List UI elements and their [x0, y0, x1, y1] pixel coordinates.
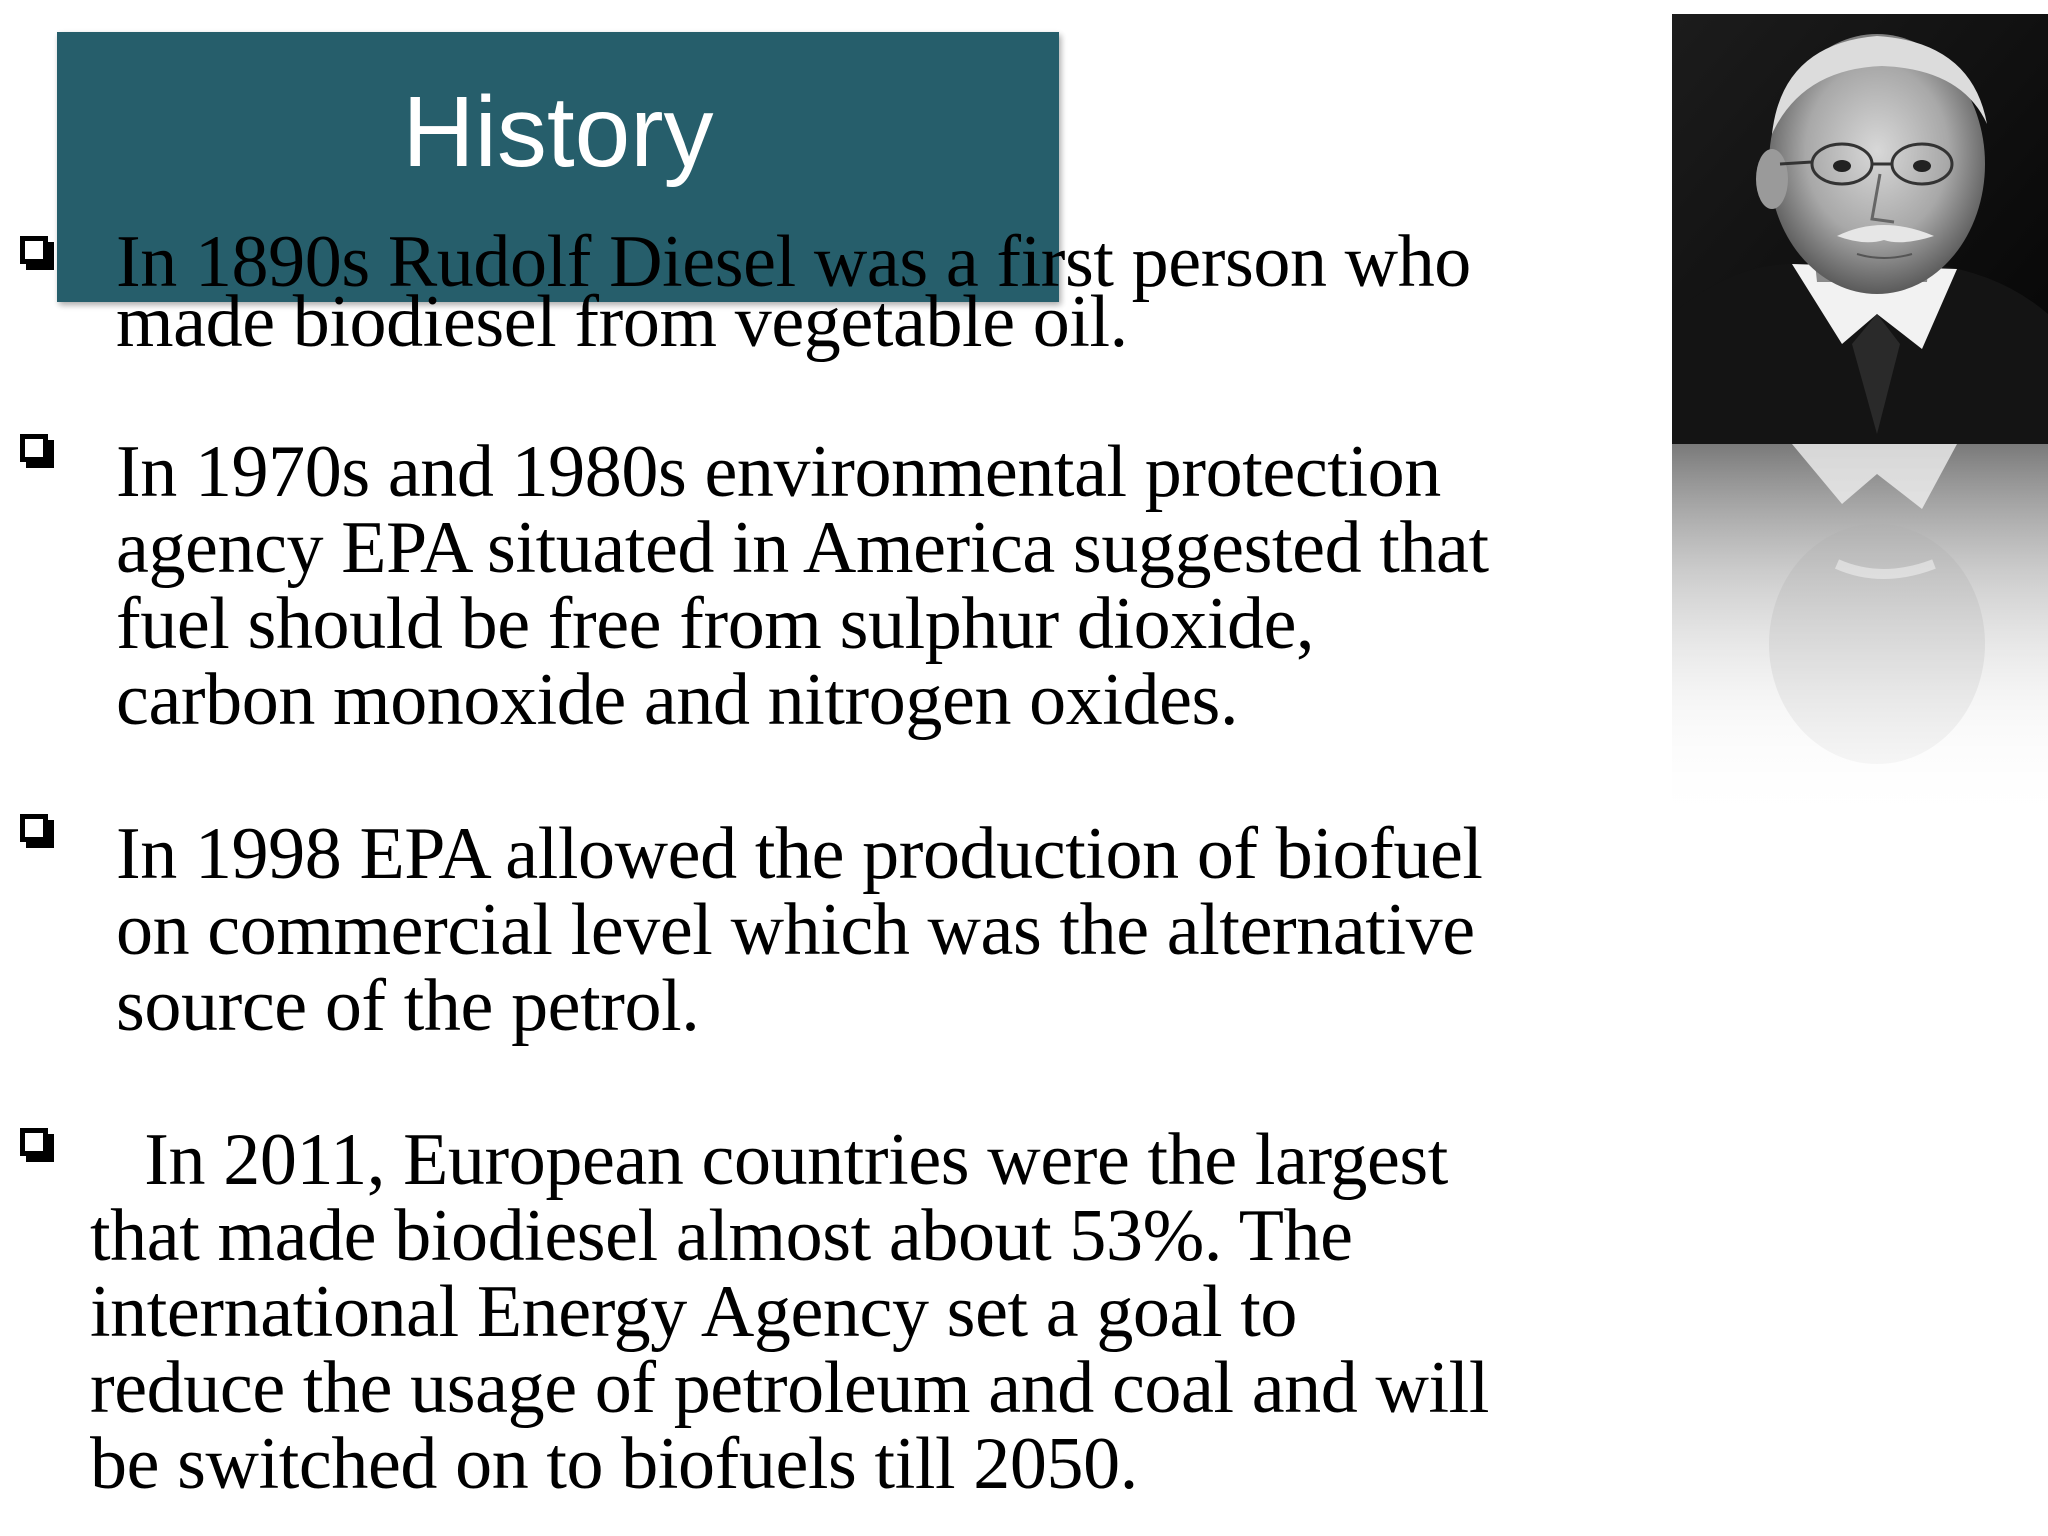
bullet-4-line-5: be switched on to biofuels till 2050. — [90, 1423, 1138, 1505]
bullet-2-line-2: agency EPA situated in America suggested that — [116, 507, 1489, 589]
bullet-3-line-3: source of the petrol. — [116, 965, 700, 1047]
bullet-4-line-3: international Energy Agency set a goal to — [90, 1271, 1297, 1353]
portrait-photo-icon — [1672, 14, 2048, 444]
bullet-text-2 — [116, 431, 1489, 741]
bullet-2-line-4: carbon monoxide and nitrogen oxides. — [116, 659, 1239, 741]
portrait-drawing — [1672, 14, 2048, 444]
bullet-1-line-1: In 1890s Rudolf Diesel was a first person who — [116, 221, 1471, 303]
bullet-2-line-3: fuel should be free from sulphur dioxide, — [116, 583, 1315, 665]
bullet-3-line-1: In 1998 EPA allowed the production of biofuel — [116, 813, 1483, 895]
portrait-reflection — [1672, 444, 2048, 824]
square-checkbox-bullet-icon — [20, 236, 48, 264]
bullet-2-line-1: In 1970s and 1980s environmental protection — [116, 431, 1441, 513]
reflection-drawing — [1672, 444, 2048, 824]
bullet-4-line-2: that made biodiesel almost about 53%. The — [90, 1195, 1353, 1277]
square-checkbox-bullet-icon — [20, 814, 48, 842]
bullet-4-line-1: In 2011, European countries were the largest — [90, 1119, 1448, 1201]
slide-title: History — [402, 76, 714, 188]
square-checkbox-bullet-icon — [20, 1128, 48, 1156]
bullet-1-line-2: made biodiesel from vegetable oil. — [116, 281, 1128, 363]
bullet-text-4 — [90, 1119, 1489, 1505]
bullet-3-line-2: on commercial level which was the alternative — [116, 889, 1475, 971]
square-checkbox-bullet-icon — [20, 434, 48, 462]
bullet-text-3 — [116, 813, 1483, 1047]
bullet-4-line-4: reduce the usage of petroleum and coal and will — [90, 1347, 1489, 1429]
bullet-text-1 — [116, 221, 1471, 363]
